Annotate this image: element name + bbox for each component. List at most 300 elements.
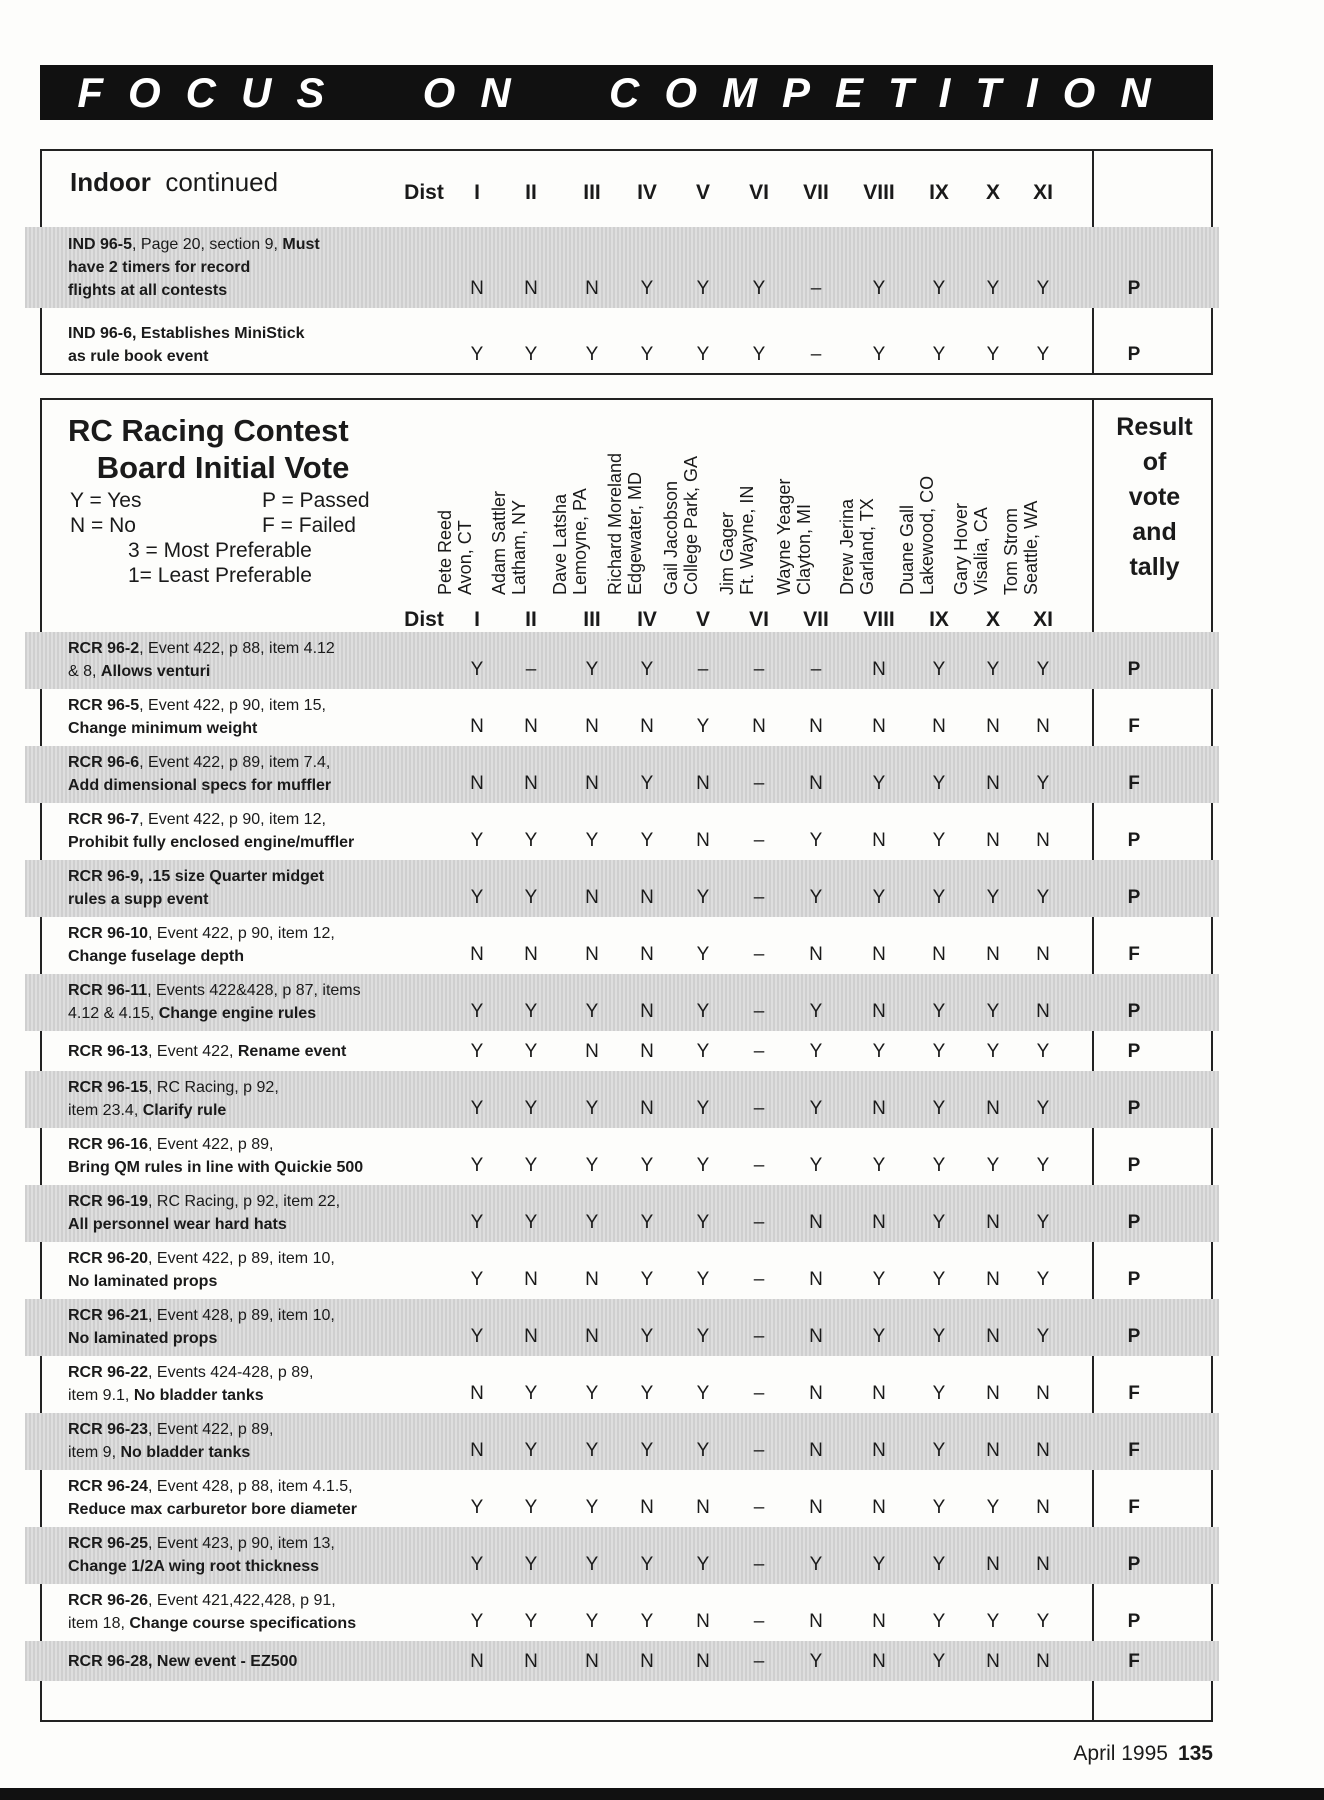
proposal-description <box>68 1304 428 1350</box>
indoor-title-main: Indoor <box>70 167 151 197</box>
member-name <box>951 503 991 595</box>
vote-XI: Y <box>1036 773 1050 794</box>
desc-segment: RCR 96-9, .15 size Quarter midget <box>68 868 325 885</box>
dist-label: Dist <box>404 181 444 204</box>
result-header <box>1094 410 1215 585</box>
member-header <box>489 400 529 595</box>
vote-I: Y <box>470 1326 484 1347</box>
vote-IV: Y <box>640 1326 654 1347</box>
vote-XI: Y <box>1036 1269 1050 1290</box>
district-III: III <box>583 181 601 204</box>
vote-I: N <box>470 1383 484 1404</box>
vote-VII: N <box>809 773 823 794</box>
member-location: Seattle, WA <box>1021 500 1041 595</box>
vote-I: Y <box>470 1611 484 1632</box>
result-P: P <box>1127 659 1141 680</box>
desc-segment: 4.12 & 4.15, <box>68 1005 159 1022</box>
vote-X: Y <box>986 887 1000 908</box>
member-name <box>435 510 475 595</box>
vote-X: N <box>986 1212 1000 1233</box>
vote-XI: N <box>1036 1497 1050 1518</box>
desc-segment: , Event 422, p 88, item 4.12 <box>139 640 335 657</box>
vote-row <box>42 689 1211 746</box>
vote-III: N <box>585 773 599 794</box>
vote-row <box>42 974 1211 1031</box>
desc-segment: item 9, <box>68 1444 121 1461</box>
desc-segment: RCR 96-7 <box>68 811 140 828</box>
vote-XI: Y <box>1036 1098 1050 1119</box>
legend <box>70 488 390 588</box>
desc-segment: Change fuselage depth <box>68 948 245 965</box>
desc-segment: RCR 96-6 <box>68 754 140 771</box>
vote-III: N <box>585 1651 599 1672</box>
member-name-text: Pete Reed <box>435 509 455 595</box>
vote-VIII: Y <box>872 1554 886 1575</box>
indoor-subtitle: continued <box>165 167 279 197</box>
vote-VII: N <box>809 1383 823 1404</box>
legend-most-preferable: 3 = Most Preferable <box>128 539 312 562</box>
vote-IX: Y <box>932 1098 946 1119</box>
vote-IX: Y <box>932 830 946 851</box>
desc-segment: RCR 96-11 <box>68 982 148 999</box>
vote-VIII: Y <box>872 344 886 365</box>
district-X: X <box>985 181 1000 204</box>
vote-IV: N <box>640 1651 654 1672</box>
vote-IV: N <box>640 887 654 908</box>
vote-IX: Y <box>932 1041 946 1062</box>
vote-VI: – <box>753 1497 765 1518</box>
vote-II: Y <box>524 887 538 908</box>
proposal-description <box>68 322 428 368</box>
desc-segment: RCR 96-28 <box>68 1653 149 1670</box>
member-name-text: Wayne Yeager <box>774 478 794 595</box>
vote-V: N <box>696 1651 710 1672</box>
vote-I: Y <box>470 1155 484 1176</box>
desc-segment: RCR 96-16 <box>68 1136 149 1153</box>
result-P: P <box>1127 887 1141 908</box>
district-VII: VII <box>803 608 829 631</box>
district-IV: IV <box>637 608 657 631</box>
desc-segment: , Event 422, p 90, item 12, <box>148 925 335 942</box>
member-header <box>897 400 937 595</box>
desc-segment: RCR 96-13 <box>68 1043 149 1060</box>
member-header <box>661 400 701 595</box>
result-P: P <box>1127 830 1141 851</box>
district-V: V <box>695 608 710 631</box>
vote-IV: Y <box>640 1440 654 1461</box>
vote-IV: Y <box>640 1554 654 1575</box>
vote-III: Y <box>585 1383 599 1404</box>
vote-V: N <box>696 773 710 794</box>
member-name <box>605 453 645 595</box>
vote-IX: Y <box>932 1001 946 1022</box>
desc-segment: No laminated props <box>68 1273 218 1290</box>
vote-IV: Y <box>640 1611 654 1632</box>
vote-V: Y <box>696 1212 710 1233</box>
vote-VIII: N <box>872 1440 886 1461</box>
member-location: Avon, CT <box>455 520 475 595</box>
vote-II: Y <box>524 1001 538 1022</box>
desc-segment: , Events 422&428, p 87, items <box>147 982 361 999</box>
vote-VII: Y <box>809 1098 823 1119</box>
vote-IX: Y <box>932 1155 946 1176</box>
result-header-word: vote <box>1128 483 1181 511</box>
vote-row <box>42 746 1211 803</box>
vote-XI: Y <box>1036 659 1050 680</box>
vote-X: N <box>986 773 1000 794</box>
vote-VI: – <box>753 1554 765 1575</box>
vote-I: N <box>470 944 484 965</box>
member-name-text: Gail Jacobson <box>661 480 681 595</box>
district-VIII: VIII <box>863 608 895 631</box>
vote-III: Y <box>585 1497 599 1518</box>
vote-VI: – <box>753 1098 765 1119</box>
vote-IV: N <box>640 1001 654 1022</box>
desc-segment: RCR 96-2 <box>68 640 140 657</box>
member-name <box>661 456 701 595</box>
desc-segment: , New event - EZ500 <box>148 1653 298 1670</box>
result-header-word: and <box>1132 518 1177 546</box>
vote-IX: N <box>932 944 946 965</box>
result-P: P <box>1127 1001 1141 1022</box>
vote-I: Y <box>470 344 484 365</box>
result-P: P <box>1127 1326 1141 1347</box>
desc-segment: Allows venturi <box>100 663 211 680</box>
proposal-description <box>68 979 428 1025</box>
vote-row <box>42 860 1211 917</box>
vote-row <box>42 1128 1211 1185</box>
desc-segment: Reduce max carburetor bore diameter <box>68 1501 357 1518</box>
member-name-text: Dave Latsha <box>550 493 570 595</box>
member-location: Clayton, MI <box>794 503 814 595</box>
desc-segment: , RC Racing, p 92, item 22, <box>148 1193 341 1210</box>
vote-I: N <box>470 773 484 794</box>
member-location: Ft. Wayne, IN <box>737 485 757 595</box>
member-header <box>435 400 475 595</box>
vote-X: Y <box>986 278 1000 299</box>
vote-VI: – <box>753 1041 765 1062</box>
proposal-description <box>68 808 428 854</box>
member-location: Lemoyne, PA <box>570 488 590 595</box>
vote-IV: Y <box>640 278 654 299</box>
member-name <box>774 479 814 595</box>
vote-VIII: Y <box>872 887 886 908</box>
member-name <box>550 488 590 595</box>
vote-IV: Y <box>640 1212 654 1233</box>
vote-V: Y <box>696 1098 710 1119</box>
vote-XI: Y <box>1036 1155 1050 1176</box>
vote-II: N <box>524 716 538 737</box>
desc-segment: , Event 422, <box>148 1043 238 1060</box>
member-header <box>774 400 814 595</box>
vote-VII: Y <box>809 1155 823 1176</box>
vote-III: Y <box>585 1001 599 1022</box>
desc-segment: RCR 96-24 <box>68 1478 149 1495</box>
desc-segment: , Event 423, p 90, item 13, <box>148 1535 335 1552</box>
vote-IX: Y <box>932 1212 946 1233</box>
vote-II: N <box>524 1326 538 1347</box>
proposal-description <box>68 637 428 683</box>
desc-segment: No bladder tanks <box>133 1387 264 1404</box>
vote-V: Y <box>696 1383 710 1404</box>
desc-segment: , Event 422, p 89, item 10, <box>148 1250 335 1267</box>
member-location: Edgewater, MD <box>625 471 645 595</box>
vote-VIII: Y <box>872 1326 886 1347</box>
vote-X: N <box>986 716 1000 737</box>
vote-V: Y <box>696 1041 710 1062</box>
vote-XI: N <box>1036 1383 1050 1404</box>
vote-VII: N <box>809 944 823 965</box>
vote-II: Y <box>524 830 538 851</box>
vote-III: Y <box>585 830 599 851</box>
proposal-description <box>68 233 428 302</box>
vote-II: Y <box>524 1440 538 1461</box>
indoor-title <box>70 167 278 198</box>
proposal-description <box>68 1133 428 1179</box>
district-VI: VI <box>749 608 769 631</box>
desc-segment: Clarify rule <box>142 1102 227 1119</box>
district-X: X <box>985 608 1000 631</box>
vote-VIII: N <box>872 1212 886 1233</box>
desc-segment: RCR 96-21 <box>68 1307 149 1324</box>
vote-VI: – <box>753 1212 765 1233</box>
vote-row <box>42 1356 1211 1413</box>
vote-IX: Y <box>932 1383 946 1404</box>
bottom-edge <box>0 1788 1324 1800</box>
vote-XI: N <box>1036 830 1050 851</box>
vote-III: Y <box>585 1212 599 1233</box>
vote-IV: Y <box>640 773 654 794</box>
vote-VI: Y <box>752 344 766 365</box>
vote-II: Y <box>524 344 538 365</box>
vote-X: N <box>986 1326 1000 1347</box>
vote-V: N <box>696 1611 710 1632</box>
vote-VII: N <box>809 716 823 737</box>
vote-X: N <box>986 1098 1000 1119</box>
vote-X: N <box>986 1383 1000 1404</box>
section-banner: FOCUS ON COMPETITION <box>40 65 1213 120</box>
desc-segment: RCR 96-26 <box>68 1592 149 1609</box>
vote-V: Y <box>696 1155 710 1176</box>
vote-I: Y <box>470 887 484 908</box>
member-name-text: Tom Strom <box>1001 507 1021 595</box>
vote-IV: N <box>640 1041 654 1062</box>
vote-III: Y <box>585 1554 599 1575</box>
desc-segment: item 9.1, <box>68 1387 134 1404</box>
vote-I: Y <box>470 1041 484 1062</box>
vote-VII: N <box>809 1212 823 1233</box>
vote-VII: Y <box>809 1651 823 1672</box>
vote-V: Y <box>696 1001 710 1022</box>
vote-IX: Y <box>932 887 946 908</box>
vote-VII: N <box>809 1269 823 1290</box>
vote-IV: Y <box>640 1383 654 1404</box>
result-F: F <box>1128 1383 1140 1404</box>
result-P: P <box>1127 1554 1141 1575</box>
vote-VII: Y <box>809 1001 823 1022</box>
vote-VI: – <box>753 1383 765 1404</box>
vote-XI: N <box>1036 1651 1050 1672</box>
desc-segment: , Event 422, p 89, <box>148 1136 274 1153</box>
vote-II: Y <box>524 1611 538 1632</box>
result-F: F <box>1128 716 1140 737</box>
member-header <box>550 400 590 595</box>
vote-VIII: Y <box>872 773 886 794</box>
result-F: F <box>1128 944 1140 965</box>
vote-VI: – <box>753 1611 765 1632</box>
vote-XI: Y <box>1036 1212 1050 1233</box>
vote-VII: Y <box>809 1554 823 1575</box>
vote-XI: Y <box>1036 344 1050 365</box>
vote-X: Y <box>986 1041 1000 1062</box>
member-header <box>837 400 877 595</box>
result-P: P <box>1127 1041 1141 1062</box>
vote-row <box>42 1242 1211 1299</box>
vote-X: Y <box>986 659 1000 680</box>
vote-row <box>42 632 1211 689</box>
desc-segment: All personnel wear hard hats <box>68 1216 287 1233</box>
vote-row <box>42 1413 1211 1470</box>
page-footer <box>1073 1742 1213 1766</box>
vote-row <box>42 1584 1211 1641</box>
result-F: F <box>1128 773 1140 794</box>
vote-II: Y <box>524 1554 538 1575</box>
vote-VII: – <box>810 659 822 680</box>
vote-XI: N <box>1036 1440 1050 1461</box>
vote-V: Y <box>696 944 710 965</box>
vote-IX: Y <box>932 344 946 365</box>
vote-V: N <box>696 1497 710 1518</box>
vote-VII: N <box>809 1440 823 1461</box>
vote-I: N <box>470 716 484 737</box>
result-header-word: Result <box>1116 413 1193 441</box>
vote-III: Y <box>585 1440 599 1461</box>
vote-V: Y <box>696 1554 710 1575</box>
vote-III: N <box>585 887 599 908</box>
proposal-description <box>68 865 428 911</box>
vote-I: N <box>470 1440 484 1461</box>
desc-segment: , Event 421,422,428, p 91, <box>148 1592 336 1609</box>
member-location: Latham, NY <box>509 499 529 595</box>
vote-IX: Y <box>932 1326 946 1347</box>
vote-XI: N <box>1036 1554 1050 1575</box>
desc-segment: , Event 422, p 90, item 15, <box>139 697 326 714</box>
vote-X: N <box>986 830 1000 851</box>
vote-VIII: N <box>872 944 886 965</box>
vote-I: Y <box>470 1269 484 1290</box>
result-P: P <box>1127 1098 1141 1119</box>
district-XI: XI <box>1033 608 1053 631</box>
district-IX: IX <box>929 181 949 204</box>
vote-row <box>42 917 1211 974</box>
vote-VII: Y <box>809 830 823 851</box>
vote-II: – <box>525 659 537 680</box>
proposal-description <box>68 1040 428 1063</box>
issue-date: April 1995 <box>1073 1742 1168 1765</box>
indoor-vote-table <box>40 149 1213 375</box>
vote-XI: N <box>1036 716 1050 737</box>
vote-III: N <box>585 944 599 965</box>
result-header-word: of <box>1142 448 1167 476</box>
vote-I: Y <box>470 659 484 680</box>
desc-segment: , Event 428, p 88, item 4.1.5, <box>148 1478 353 1495</box>
desc-segment: Change course specifications <box>129 1615 357 1632</box>
desc-segment: RCR 96-19 <box>68 1193 149 1210</box>
vote-I: Y <box>470 1001 484 1022</box>
proposal-description <box>68 1475 428 1521</box>
district-XI: XI <box>1033 181 1053 204</box>
page-number: 135 <box>1177 1742 1213 1765</box>
vote-VII: N <box>809 1611 823 1632</box>
rcr-vote-table <box>40 398 1213 1722</box>
vote-II: N <box>524 278 538 299</box>
district-VII: VII <box>803 181 829 204</box>
vote-VII: N <box>809 1326 823 1347</box>
vote-IV: Y <box>640 830 654 851</box>
vote-XI: Y <box>1036 278 1050 299</box>
result-header-word: tally <box>1129 553 1180 581</box>
proposal-description <box>68 751 428 797</box>
desc-segment: , Event 422, p 89, <box>148 1421 274 1438</box>
desc-segment: , Events 424-428, p 89, <box>148 1364 314 1381</box>
vote-IX: Y <box>932 1497 946 1518</box>
vote-V: Y <box>696 716 710 737</box>
vote-VII: – <box>810 278 822 299</box>
district-IV: IV <box>637 181 657 204</box>
member-name <box>1001 501 1041 595</box>
vote-X: Y <box>986 1497 1000 1518</box>
district-VI: VI <box>749 181 769 204</box>
vote-I: Y <box>470 1497 484 1518</box>
vote-VI: – <box>753 1326 765 1347</box>
vote-III: N <box>585 278 599 299</box>
result-P: P <box>1127 1611 1141 1632</box>
vote-VIII: Y <box>872 1041 886 1062</box>
vote-I: Y <box>470 1554 484 1575</box>
vote-VI: – <box>753 773 765 794</box>
proposal-description <box>68 1190 428 1236</box>
desc-segment: Must <box>282 236 320 253</box>
vote-VI: – <box>753 1001 765 1022</box>
vote-VIII: Y <box>872 1269 886 1290</box>
vote-IV: Y <box>640 1269 654 1290</box>
desc-segment: as rule book event <box>68 348 209 365</box>
desc-segment: RCR 96-22 <box>68 1364 149 1381</box>
member-location: College Park, GA <box>681 455 701 595</box>
vote-VI: – <box>753 1651 765 1672</box>
desc-segment: No laminated props <box>68 1330 218 1347</box>
member-name-text: Jim Gager <box>717 511 737 595</box>
vote-VIII: N <box>872 716 886 737</box>
vote-II: Y <box>524 1098 538 1119</box>
proposal-description <box>68 694 428 740</box>
vote-IX: Y <box>932 1611 946 1632</box>
legend-passed: P = Passed <box>262 489 370 512</box>
vote-I: Y <box>470 830 484 851</box>
district-I: I <box>474 181 480 204</box>
vote-IX: Y <box>932 1440 946 1461</box>
vote-VI: – <box>753 1269 765 1290</box>
vote-IV: N <box>640 716 654 737</box>
desc-segment: item 23.4, <box>68 1102 143 1119</box>
vote-IV: N <box>640 1098 654 1119</box>
member-name <box>897 476 937 595</box>
desc-segment: RCR 96-15 <box>68 1079 149 1096</box>
vote-II: N <box>524 1269 538 1290</box>
vote-II: N <box>524 773 538 794</box>
vote-VI: Y <box>752 278 766 299</box>
member-name <box>489 491 529 595</box>
